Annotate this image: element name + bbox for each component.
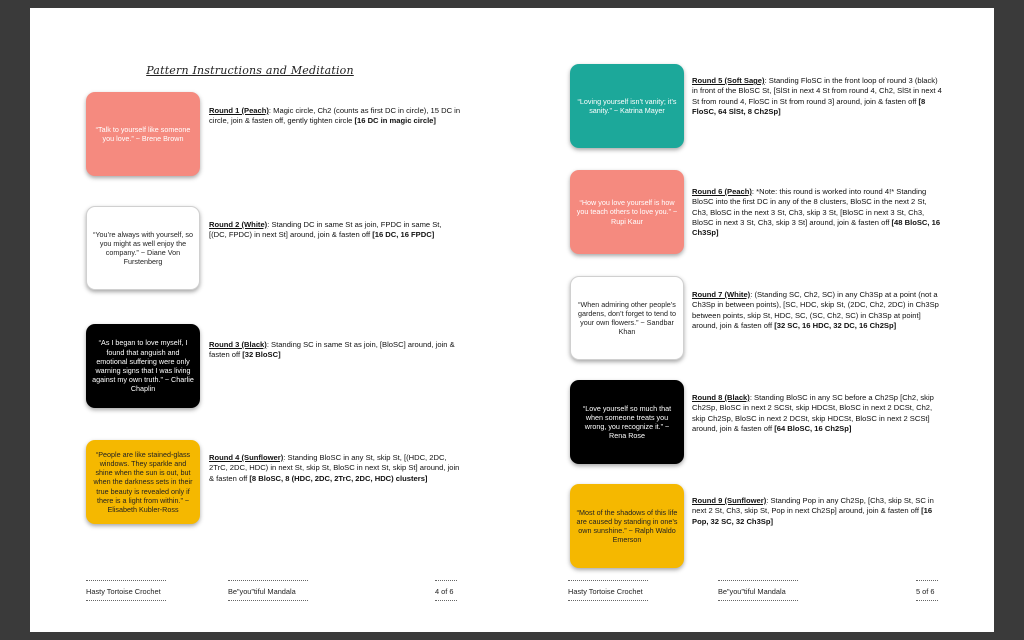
round-title: Round 5 (Soft Sage)	[692, 76, 765, 85]
quote-box-black	[86, 324, 200, 408]
quote-box-white	[86, 206, 200, 290]
round-9-instructions	[692, 496, 942, 527]
quote-text: “Love yourself so much that when someone treats you wrong, you recognize it.” ~ Rena Rose	[582, 403, 672, 441]
round-stitch-count: [16 DC, 16 FPDC]	[372, 230, 435, 240]
page-title: Pattern Instructions and Meditation	[146, 64, 354, 77]
round-stitch-count: [16 Pop, 32 SC, 32 Ch3Sp]	[692, 506, 933, 526]
round-body: : Standing Pop in any Ch2Sp, [Ch3, skip St, SC in next 2 St, Ch3, skip St, Pop in next Ch2Sp] around, join & fasten off	[692, 496, 934, 516]
round-title: Round 9 (Sunflower)	[692, 496, 767, 505]
quote-box-sunflower	[570, 484, 684, 568]
footer-page-number: 5 of 6	[916, 580, 938, 601]
round-title: Round 7 (White)	[692, 290, 751, 299]
quote-text: “How you love yourself is how you teach others to love you.” ~ Rupi Kaur	[576, 198, 678, 226]
quote-box-sunflower	[86, 440, 200, 524]
quote-box-sage	[570, 64, 684, 148]
footer-brand: Hasty Tortoise Crochet	[568, 580, 648, 601]
quote-text: “Talk to yourself like someone you love.” ~ Brene Brown	[95, 124, 191, 143]
round-stitch-count: [16 DC in magic circle]	[354, 116, 436, 126]
round-body: : (Standing SC, Ch2, SC) in any Ch3Sp at a point (not a Ch3Sp in between points), [SC, HDC, skip St, (2DC, Ch2, 2DC) in Ch3Sp between points, skip St, HDC, SC, (SC, Ch2, SC) in Ch3Sp at point] around, join & fasten off	[692, 290, 939, 330]
round-title: Round 2 (White)	[209, 220, 268, 229]
round-4-instructions	[209, 453, 461, 484]
quote-text: “You’re always with yourself, so you might as well enjoy the company.” ~ Diane Von Furstenberg	[93, 229, 194, 267]
round-stitch-count: [8 BloSC, 8 (HDC, 2DC, 2TrC, 2DC, HDC) clusters]	[249, 473, 428, 483]
round-title: Round 3 (Black)	[209, 340, 267, 349]
round-body: : Magic circle, Ch2 (counts as first DC in circle), 15 DC in circle, join & fasten off, gently tighten circle	[209, 106, 461, 126]
round-body: : Standing FloSC in the front loop of round 3 (black) in front of the BloSC St, [SlSt in next 4 St from round 4, Ch2, SlSt in next 4 St from round 4, FloSC in St from round 3] around, join & fasten off	[692, 76, 942, 106]
right-page	[526, 8, 994, 632]
round-1-instructions	[209, 106, 461, 127]
round-title: Round 8 (Black)	[692, 393, 750, 402]
quote-box-peach	[86, 92, 200, 176]
round-title: Round 4 (Sunflower)	[209, 453, 284, 462]
quote-box-peach	[570, 170, 684, 254]
quote-text: “Loving yourself isn’t vanity; it’s sanity.” ~ Katrina Mayer	[577, 96, 677, 115]
left-page	[30, 8, 527, 632]
quote-text: “People are like stained-glass windows. They sparkle and shine when the sun is out, but when the darkness sets in their true beauty is revealed only if there is a light from within.” ~ Elisabeth Kubler-Ross	[93, 449, 193, 515]
quote-text: “Most of the shadows of this life are caused by standing in one’s own sunshine.” ~ Ralph Waldo Emerson	[576, 507, 678, 545]
round-6-instructions	[692, 187, 942, 238]
footer-brand: Hasty Tortoise Crochet	[86, 580, 166, 601]
round-stitch-count: [64 BloSC, 16 Ch2Sp]	[774, 423, 852, 433]
quote-box-white	[570, 276, 684, 360]
round-title: Round 6 (Peach)	[692, 187, 752, 196]
round-body: : Standing DC in same St as join, FPDC in same St, [(DC, FPDC) in next St] around, join & fasten off	[209, 220, 442, 240]
quote-text: “When admiring other people’s gardens, don’t forget to tend to your own flowers.” ~ Sandbar Khan	[578, 299, 676, 337]
round-body: : *Note: this round is worked into round 4!* Standing BloSC into the first DC in any of the 8 clusters, BloSC in the next 2 St, Ch3, BloSC in the next 3 St, Ch3, skip 3 St, [BloSC in next 3 St, Ch3, BloSC in next 3 St, Ch3, skip 3 St] around, join & fasten off	[692, 187, 927, 227]
round-body: : Standing BloSC in any SC before a Ch2Sp [Ch2, skip Ch2Sp, BloSC in next 2 SCSt, skip HDCSt, BloSC in next 2 DCSt, Ch2, skip Ch2Sp, BloSC in next 2 DCSt, skip HDCSt, BloSC in next 2 SCSt] around, join & fasten off	[692, 393, 934, 433]
footer-page-number: 4 of 6	[435, 580, 457, 601]
round-3-instructions	[209, 340, 461, 361]
round-stitch-count: [48 BloSC, 16 Ch3Sp]	[692, 217, 941, 237]
round-stitch-count: [8 FloSC, 64 SlSt, 8 Ch2Sp]	[692, 96, 926, 116]
round-title: Round 1 (Peach)	[209, 106, 269, 115]
round-stitch-count: [32 SC, 16 HDC, 32 DC, 16 Ch2Sp]	[774, 320, 897, 330]
round-7-instructions	[692, 290, 942, 331]
round-body: : Standing SC in same St as join, [BloSC] around, join & fasten off	[209, 340, 455, 360]
round-stitch-count: [32 BloSC]	[242, 350, 281, 360]
round-8-instructions	[692, 393, 942, 434]
footer-pattern-name: Be”you”tiful Mandala	[718, 580, 798, 601]
round-2-instructions	[209, 220, 461, 241]
quote-text: “As I began to love myself, I found that anguish and emotional suffering were only warning signs that I was living against my own truth.” ~ Charlie Chaplin	[92, 338, 194, 394]
round-body: : Standing BloSC in any St, skip St, [(HDC, 2DC, 2TrC, 2DC, HDC) in next St, skip St, BloSC in next St, skip St] around, join & fasten off	[209, 453, 460, 483]
round-5-instructions	[692, 76, 942, 117]
footer-pattern-name: Be”you”tiful Mandala	[228, 580, 308, 601]
quote-box-black	[570, 380, 684, 464]
